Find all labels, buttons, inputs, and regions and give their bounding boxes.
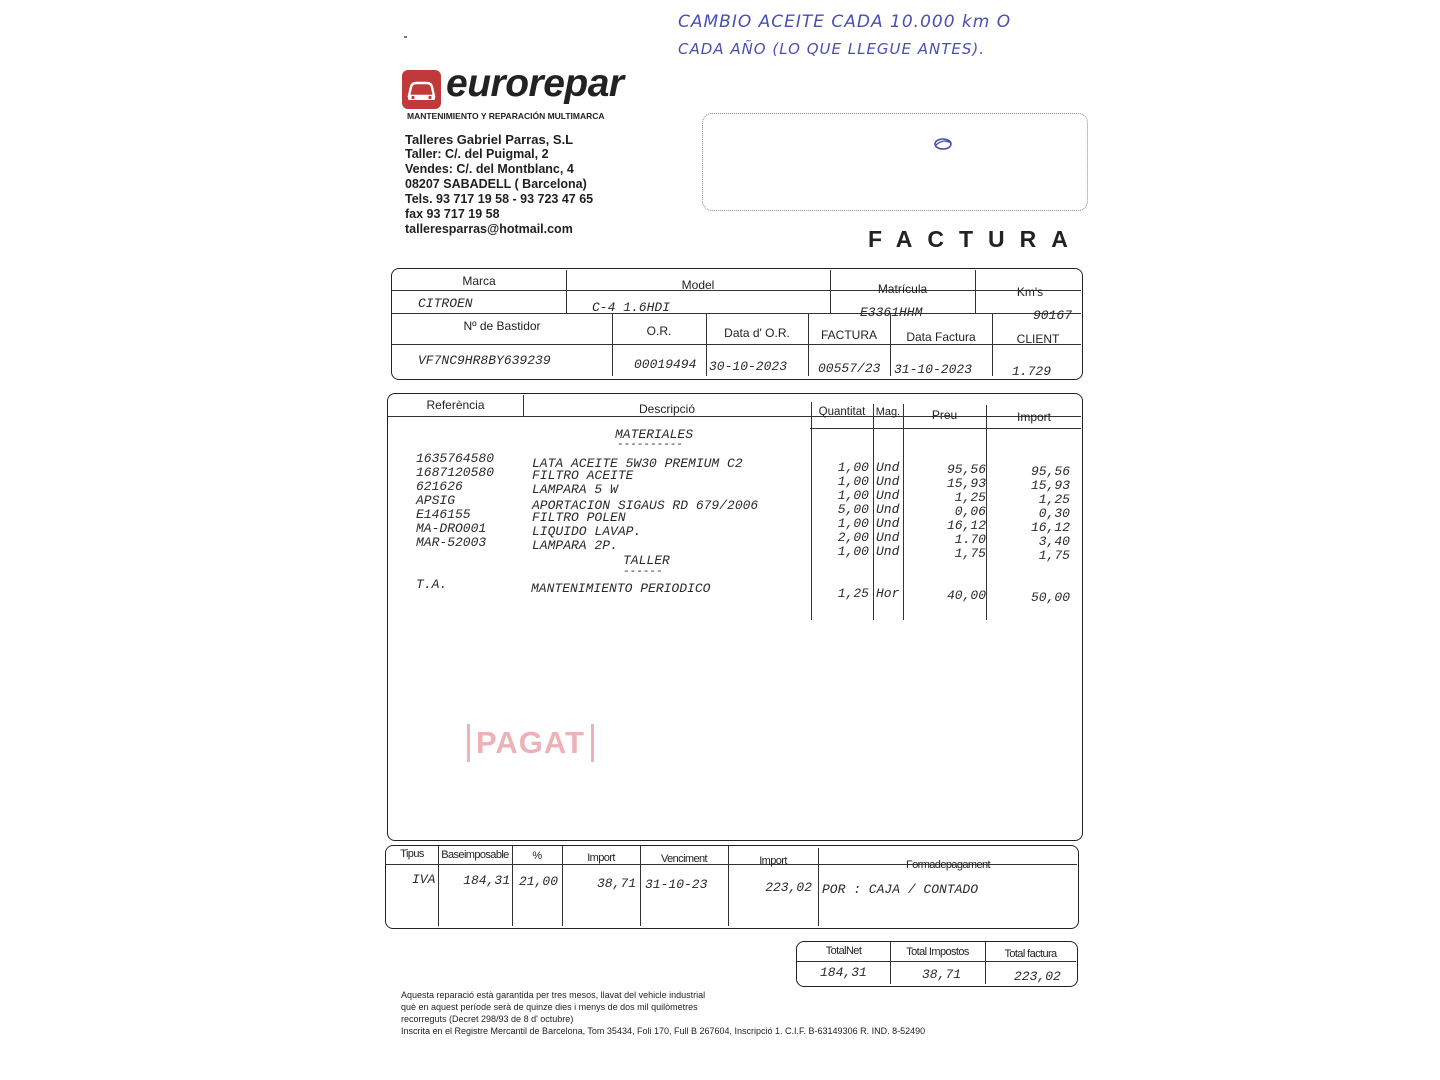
item-amount: 15,93 — [1030, 478, 1070, 493]
header-tipus: Tipus — [400, 848, 424, 860]
footer-registry-line: Inscrita en el Registre Mercantil de Barcelona, Tom 35434, Foli 170, Full B 267604, Inscripció 1. C.I.F. B-63149306 R. IND. 8-52490 — [401, 1026, 926, 1036]
tax-import: 38,71 — [596, 876, 636, 891]
footer-warranty-line-1: Aquesta reparació està garantida per tres mesos, llavat del vehicle industrial — [401, 990, 706, 1000]
handwritten-note-line-2: CADA AÑO (LO QUE LLEGUE ANTES). — [678, 40, 986, 58]
header-total-factura: Total factura — [1004, 948, 1057, 960]
item-unit: Und — [876, 460, 900, 475]
item-description: LAMPARA 2P. — [532, 538, 618, 553]
section-materiales: MATERIALES — [615, 427, 694, 442]
item-qty: 1,00 — [837, 474, 869, 489]
company-name: Talleres Gabriel Parras, S.L — [405, 132, 574, 147]
company-vendes-address: Vendes: C/. del Montblanc, 4 — [405, 162, 574, 176]
item-description: LAMPARA 5 W — [532, 482, 618, 497]
footer-warranty-line-3: recorreguts (Decret 298/93 de 8 d' octubre) — [401, 1014, 574, 1024]
header-referencia: Referència — [426, 398, 485, 412]
payment-method: POR : CAJA / CONTADO — [822, 882, 979, 897]
document-title: FACTURA — [868, 226, 1083, 252]
item-qty: 1,00 — [837, 488, 869, 503]
item-qty: 1,00 — [837, 460, 869, 475]
tax-percent: 21,00 — [519, 874, 559, 889]
value-model: C-4 1.6HDI — [592, 300, 671, 315]
item-description: LIQUIDO LAVAP. — [532, 524, 642, 539]
section-taller: TALLER — [623, 553, 670, 568]
header-mag: Mag. — [875, 406, 901, 418]
labor-qty: 1,25 — [837, 586, 869, 601]
header-or: O.R. — [646, 324, 672, 338]
item-qty: 5,00 — [837, 502, 869, 517]
header-descripcio: Descripció — [638, 402, 695, 416]
tax-venciment: 31-10-23 — [645, 877, 708, 892]
item-amount: 1,75 — [1038, 548, 1070, 563]
item-qty: 2,00 — [837, 530, 869, 545]
header-model: Model — [681, 278, 715, 292]
header-venciment: Venciment — [661, 853, 707, 865]
item-qty: 1,00 — [837, 544, 869, 559]
item-ref: MAR-52003 — [416, 535, 487, 550]
paid-stamp-text: PAGAT — [476, 725, 585, 760]
brand-wordmark: eurorepar — [446, 62, 624, 105]
labor-amount: 50,00 — [1030, 590, 1070, 605]
client-address-box — [702, 113, 1088, 211]
item-price: 1,25 — [954, 490, 986, 505]
value-data-factura: 31-10-2023 — [894, 362, 973, 377]
value-kms: 90167 — [1032, 308, 1072, 323]
labor-unit: Hor — [876, 586, 900, 601]
item-description: FILTRO POLEN — [532, 510, 626, 525]
header-data-or: Data d' O.R. — [724, 326, 790, 340]
item-ref: APSIG — [416, 493, 456, 508]
company-fax: fax 93 717 19 58 — [405, 207, 500, 221]
ink-scribble-icon — [932, 136, 954, 157]
item-amount: 0,30 — [1038, 506, 1070, 521]
section-materiales-rule: ---------- — [617, 439, 684, 451]
header-preu: Preu — [931, 408, 958, 422]
item-ref: 621626 — [416, 479, 463, 494]
item-price: 95,56 — [946, 462, 986, 477]
item-qty: 1,00 — [837, 516, 869, 531]
value-bastidor: VF7NC9HR8BY639239 — [418, 353, 551, 368]
header-factura: FACTURA — [820, 328, 877, 342]
footer-warranty-line-2: què en aquest període serà de quinze dies i menys de dos mil quilòmetres — [401, 1002, 698, 1012]
car-icon — [402, 70, 441, 109]
legal-footer — [401, 989, 925, 1037]
item-amount: 3,40 — [1038, 534, 1070, 549]
value-client: 1.729 — [1012, 364, 1052, 379]
item-description: LATA ACEITE 5W30 PREMIUM C2 — [532, 456, 743, 471]
header-base-imposable: Baseimposable — [441, 849, 509, 861]
company-info — [405, 132, 593, 237]
stray-mark — [404, 36, 407, 38]
header-forma-pagament: Formadepagament — [906, 859, 990, 871]
item-price: 15,93 — [946, 476, 986, 491]
item-ref: E146155 — [416, 507, 471, 522]
brand-tagline: MANTENIMIENTO Y REPARACIÓN MULTIMARCA — [407, 111, 605, 121]
header-data-factura: Data Factura — [906, 330, 976, 344]
item-ref: 1687120580 — [416, 465, 495, 480]
item-amount: 1,25 — [1038, 492, 1070, 507]
header-percent: % — [532, 850, 542, 862]
handwritten-note-line-1: CAMBIO ACEITE CADA 10.000 km O — [678, 12, 1012, 32]
header-total-net: TotalNet — [825, 945, 862, 957]
value-marca: CITROEN — [418, 296, 473, 311]
value-factura: 00557/23 — [818, 361, 881, 376]
company-city: 08207 SABADELL ( Barcelona) — [405, 177, 587, 191]
header-bastidor: Nº de Bastidor — [463, 319, 541, 333]
value-matricula: E3361HHM — [860, 305, 923, 320]
item-unit: Und — [876, 488, 900, 503]
header-total-impostos: Total Impostos — [906, 946, 969, 958]
header-due-import: Import — [759, 855, 787, 867]
item-description: APORTACION SIGAUS RD 679/2006 — [532, 498, 759, 513]
item-unit: Und — [876, 502, 900, 517]
paid-stamp — [467, 724, 594, 762]
header-matricula: Matrícula — [877, 282, 928, 296]
item-description: FILTRO ACEITE — [532, 468, 634, 483]
item-unit: Und — [876, 474, 900, 489]
header-quantitat: Quantitat — [818, 406, 866, 418]
company-taller-address: Taller: C/. del Puigmal, 2 — [405, 147, 549, 161]
item-unit: Und — [876, 516, 900, 531]
value-data-or: 30-10-2023 — [709, 359, 788, 374]
header-tax-import: Import — [587, 852, 615, 864]
company-phones: Tels. 93 717 19 58 - 93 723 47 65 — [405, 192, 594, 206]
item-ref: 1635764580 — [416, 451, 495, 466]
labor-price: 40,00 — [946, 588, 986, 603]
value-or: 00019494 — [634, 357, 697, 372]
tax-tipus: IVA — [412, 872, 436, 887]
total-factura-value: 223,02 — [1014, 969, 1061, 984]
tax-due-import: 223,02 — [765, 880, 812, 895]
item-price: 0,06 — [954, 504, 986, 519]
item-ref: MA-DRO001 — [416, 521, 487, 536]
item-amount: 95,56 — [1030, 464, 1070, 479]
item-amount: 16,12 — [1030, 520, 1070, 535]
total-impostos-value: 38,71 — [922, 967, 962, 982]
tax-base: 184,31 — [463, 873, 510, 888]
labor-ref: T.A. — [416, 577, 448, 592]
item-price: 1,75 — [954, 546, 986, 561]
item-unit: Und — [876, 544, 900, 559]
header-kms: Km's — [1016, 285, 1044, 299]
item-unit: Und — [876, 530, 900, 545]
item-price: 1.70 — [954, 532, 986, 547]
company-email: talleresparras@hotmail.com — [405, 222, 573, 236]
header-client: CLIENT — [1016, 332, 1060, 346]
header-import: Import — [1016, 410, 1051, 424]
section-taller-rule: ------ — [623, 566, 663, 578]
labor-description: MANTENIMIENTO PERIODICO — [531, 581, 711, 596]
eurorepar-logo — [402, 62, 702, 128]
header-marca: Marca — [462, 274, 496, 288]
total-net-value: 184,31 — [820, 965, 867, 980]
item-price: 16,12 — [946, 518, 986, 533]
